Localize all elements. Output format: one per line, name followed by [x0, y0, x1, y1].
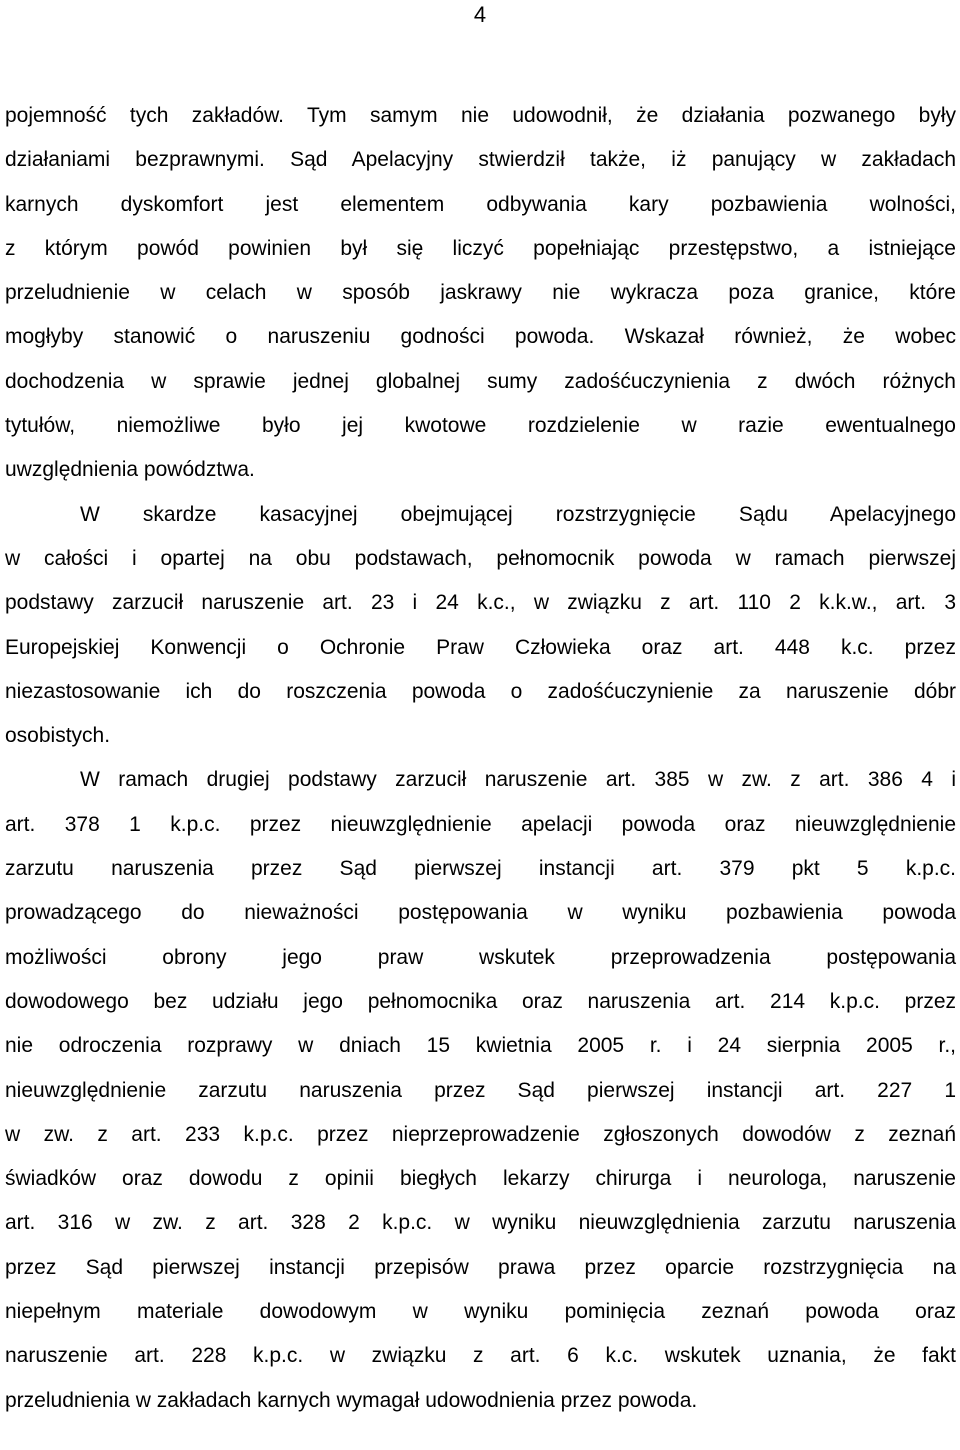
text-line: nie odroczenia rozprawy w dniach 15 kwietnia 2005 r. i 24 sierpnia 2005 r.,: [5, 1034, 956, 1058]
text-line: Europejskiej Konwencji o Ochronie Praw Człowieka oraz art. 448 k.c. przez: [5, 635, 956, 659]
text-line: dochodzenia w sprawie jednej globalnej sumy zadośćuczynienia z dwóch różnych: [5, 369, 956, 393]
paragraph-1: [5, 94, 956, 493]
text-line: niezastosowanie ich do roszczenia powoda o zadośćuczynienie za naruszenie dóbr: [5, 679, 956, 703]
text-line: w zw. z art. 233 k.p.c. przez nieprzeprowadzenie zgłoszonych dowodów z zeznań: [5, 1122, 956, 1146]
text-line: zarzutu naruszenia przez Sąd pierwszej instancji art. 379 pkt 5 k.p.c.: [5, 857, 956, 881]
text-line: art. 316 w zw. z art. 328 2 k.p.c. w wyniku nieuwzględnienia zarzutu naruszenia: [5, 1211, 956, 1235]
paragraph-2: [5, 493, 956, 759]
text-line: osobistych.: [5, 724, 111, 748]
text-line: niepełnym materiale dowodowym w wyniku pominięcia zeznań powoda oraz: [5, 1300, 956, 1324]
text-line: pojemność tych zakładów. Tym samym nie udowodnił, że działania pozwanego były: [5, 104, 956, 127]
text-line: świadków oraz dowodu z opinii biegłych lekarzy chirurga i neurologa, naruszenie: [5, 1167, 956, 1191]
text-line: dowodowego bez udziału jego pełnomocnika oraz naruszenia art. 214 k.p.c. przez: [5, 989, 956, 1013]
text-line: przeludnienia w zakładach karnych wymagał udowodnienia przez powoda.: [5, 1388, 698, 1412]
text-line: W ramach drugiej podstawy zarzucił naruszenie art. 385 w zw. z art. 386 4 i: [80, 768, 956, 792]
text-line: karnych dyskomfort jest elementem odbywania kary pozbawienia wolności,: [5, 192, 956, 216]
text-line: W skardze kasacyjnej obejmującej rozstrzygnięcie Sądu Apelacyjnego: [80, 502, 956, 526]
page-number: 4: [473, 2, 487, 27]
text-line: art. 378 1 k.p.c. przez nieuwzględnienie apelacji powoda oraz nieuwzględnienie: [5, 812, 956, 836]
text-line: tytułów, niemożliwe było jej kwotowe rozdzielenie w razie ewentualnego: [5, 414, 956, 438]
text-line: przez Sąd pierwszej instancji przepisów prawa przez oparcie rozstrzygnięcia na: [5, 1255, 956, 1279]
text-line: z którym powód powinien był się liczyć popełniając przestępstwo, a istniejące: [5, 236, 956, 260]
text-line: naruszenie art. 228 k.p.c. w związku z art. 6 k.c. wskutek uznania, że fakt: [5, 1344, 956, 1368]
text-line: uwzględnienia powództwa.: [5, 458, 255, 482]
text-line: mogłyby stanowić o naruszeniu godności powoda. Wskazał również, że wobec: [5, 325, 956, 349]
text-line: w całości i opartej na obu podstawach, pełnomocnik powoda w ramach pierwszej: [5, 546, 956, 570]
text-line: prowadzącego do nieważności postępowania w wyniku pozbawienia powoda: [5, 901, 956, 925]
text-line: nieuwzględnienie zarzutu naruszenia przez Sąd pierwszej instancji art. 227 1: [5, 1078, 956, 1102]
text-line: podstawy zarzucił naruszenie art. 23 i 24 k.c., w związku z art. 110 2 k.k.w., art. 3: [5, 591, 956, 615]
paragraph-3: [5, 758, 956, 1422]
text-line: działaniami bezprawnymi. Sąd Apelacyjny stwierdził także, iż panujący w zakładach: [5, 148, 956, 172]
text-line: przeludnienie w celach w sposób jaskrawy nie wykracza poza granice, które: [5, 281, 956, 305]
text-line: możliwości obrony jego praw wskutek przeprowadzenia postępowania: [5, 945, 956, 969]
document-body: [5, 94, 956, 1423]
